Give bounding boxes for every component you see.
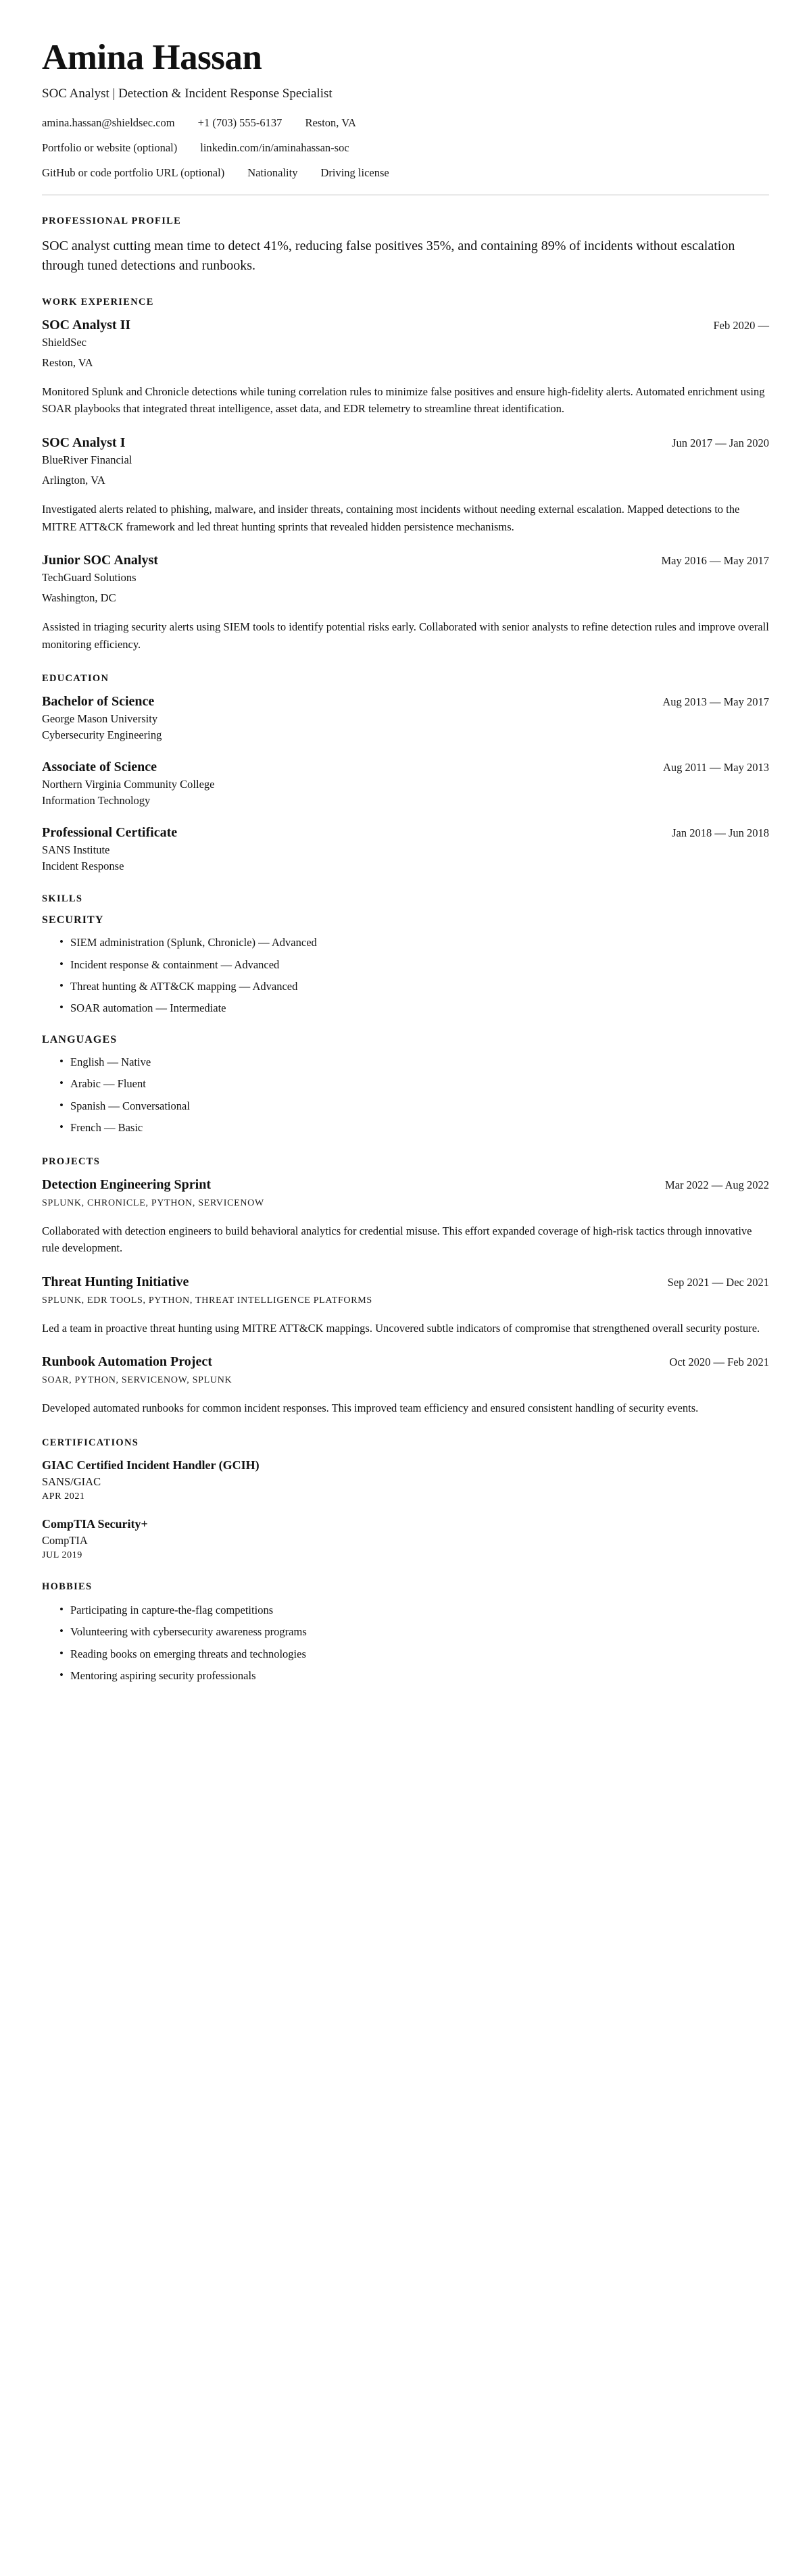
profile-summary-text: SOC analyst cutting mean time to detect 41%, reducing false positives 35%, and containing 89% of incidents without escalation through tuned detections and runbooks. (42, 238, 735, 274)
work-entry-head (42, 553, 769, 568)
work-entry-head (42, 318, 769, 333)
work-entry (42, 318, 769, 418)
project-tags: SPLUNK, EDR TOOLS, PYTHON, THREAT INTELLIGENCE PLATFORMS (42, 1295, 372, 1306)
section-heading-hobbies: HOBBIES (42, 1581, 93, 1592)
work-description: Assisted in triaging security alerts using SIEM tools to identify potential risks early. Collaborated with senior analysts to refine detection rules and improve overall monitoring efficiency. (42, 620, 769, 651)
project-description: Led a team in proactive threat hunting using MITRE ATT&CK mappings. Uncovered subtle indicators of compromise that strengthened overall security posture. (42, 1321, 760, 1335)
work-entry (42, 553, 769, 653)
education-date: Aug 2011 — May 2013 (662, 761, 769, 774)
work-company: ShieldSec (42, 335, 87, 349)
section-education (42, 673, 769, 873)
project-name: Detection Engineering Sprint (42, 1176, 211, 1192)
project-description: Collaborated with detection engineers to build behavioral analytics for credential misuse. This effort expanded coverage of high-risk tactics through innovative rule development. (42, 1224, 752, 1255)
education-school: SANS Institute (42, 843, 110, 857)
contact-row-optional (42, 166, 769, 180)
professional-headline: SOC Analyst | Detection & Incident Response Specialist (42, 86, 333, 101)
certification-name: GIAC Certified Incident Handler (GCIH) (42, 1458, 260, 1472)
work-date: May 2016 — May 2017 (661, 554, 769, 568)
education-date: Aug 2013 — May 2017 (662, 695, 769, 709)
section-professional-profile (42, 216, 769, 276)
list-item: • Participating in capture-the-flag competitions (59, 1602, 769, 1618)
work-company: BlueRiver Financial (42, 453, 132, 466)
education-degree: Bachelor of Science (42, 694, 155, 710)
work-description: Monitored Splunk and Chronicle detections while tuning correlation rules to minimize false positives and ensure high-fidelity alerts. Automated enrichment using SOAR playbooks that integrated threat intelligence, asset data, and EDR telemetry to streamline threat identification. (42, 385, 765, 416)
list-item: • Spanish — Conversational (59, 1098, 769, 1114)
project-entry-head (42, 1354, 769, 1370)
project-entry (42, 1274, 769, 1337)
project-entry (42, 1177, 769, 1257)
work-role: Junior SOC Analyst (42, 553, 158, 568)
certification-entry (42, 1458, 769, 1502)
project-entry-head (42, 1274, 769, 1290)
certification-name: CompTIA Security+ (42, 1516, 148, 1531)
project-date: Sep 2021 — Dec 2021 (667, 1275, 769, 1289)
linkedin-text: linkedin.com/in/aminahassan-soc (200, 141, 349, 154)
education-degree: Professional Certificate (42, 825, 178, 841)
section-work-experience (42, 297, 769, 653)
section-projects (42, 1156, 769, 1417)
section-heading-education: EDUCATION (42, 673, 109, 685)
work-entry-head (42, 435, 769, 451)
nationality-placeholder-text: Nationality (247, 166, 298, 179)
project-date: Oct 2020 — Feb 2021 (669, 1356, 769, 1369)
project-tags: SOAR, PYTHON, SERVICENOW, SPLUNK (42, 1375, 232, 1386)
section-certifications (42, 1437, 769, 1561)
location-text: Reston, VA (305, 116, 356, 129)
page-title: Amina Hassan (42, 38, 262, 77)
skills-group-security (42, 914, 769, 1016)
education-entry-head (42, 760, 769, 775)
education-degree: Associate of Science (42, 760, 157, 775)
list-item: • French — Basic (59, 1120, 769, 1135)
hobbies-list (42, 1602, 769, 1684)
education-entry-head (42, 825, 769, 841)
education-entry (42, 694, 769, 742)
driving-license-placeholder-text: Driving license (320, 166, 389, 179)
certification-issuer: CompTIA (42, 1533, 88, 1547)
work-location: Arlington, VA (42, 473, 105, 487)
section-skills (42, 893, 769, 1135)
certification-issuer: SANS/GIAC (42, 1475, 101, 1488)
work-company: TechGuard Solutions (42, 571, 137, 585)
project-entry-head (42, 1177, 769, 1193)
work-date: Feb 2020 — (713, 318, 769, 332)
education-field: Cybersecurity Engineering (42, 728, 162, 742)
section-heading-profile: PROFESSIONAL PROFILE (42, 215, 182, 226)
work-date: Jun 2017 — Jan 2020 (672, 436, 769, 449)
list-item: • Reading books on emerging threats and technologies (59, 1646, 769, 1662)
education-school: George Mason University (42, 712, 158, 726)
phone-text: +1 (703) 555-6137 (197, 116, 282, 129)
github-placeholder-text: GitHub or code portfolio URL (optional) (42, 166, 225, 179)
project-name: Threat Hunting Initiative (42, 1274, 189, 1289)
section-hobbies (42, 1581, 769, 1684)
list-item: • Mentoring aspiring security professionals (59, 1668, 769, 1683)
work-location: Reston, VA (42, 355, 93, 369)
list-item: • SIEM administration (Splunk, Chronicle) — Advanced (59, 935, 769, 950)
list-item: • SOAR automation — Intermediate (59, 1000, 769, 1016)
section-heading-work: WORK EXPERIENCE (42, 296, 154, 307)
section-heading-certifications: CERTIFICATIONS (42, 1437, 139, 1448)
list-item: • Incident response & containment — Advanced (59, 957, 769, 972)
list-item: • English — Native (59, 1054, 769, 1070)
education-date: Jan 2018 — Jun 2018 (672, 826, 769, 840)
education-entry (42, 825, 769, 873)
email-text: amina.hassan@shieldsec.com (42, 116, 175, 129)
education-school: Northern Virginia Community College (42, 778, 215, 791)
section-heading-skills: SKILLS (42, 893, 83, 905)
skills-list (42, 935, 769, 1016)
education-entry (42, 760, 769, 808)
project-entry (42, 1354, 769, 1417)
skills-group-languages (42, 1034, 769, 1136)
contact-row-primary (42, 116, 769, 130)
work-location: Washington, DC (42, 591, 116, 605)
list-item: • Threat hunting & ATT&CK mapping — Advanced (59, 979, 769, 994)
languages-list (42, 1054, 769, 1136)
project-description: Developed automated runbooks for common incident responses. This improved team efficiency and ensured consistent handling of security events. (42, 1402, 699, 1415)
portfolio-placeholder-text: Portfolio or website (optional) (42, 141, 178, 154)
certification-date: APR 2021 (42, 1491, 85, 1502)
education-entry-head (42, 694, 769, 710)
skills-group-label: LANGUAGES (42, 1033, 118, 1045)
list-item: • Arabic — Fluent (59, 1076, 769, 1091)
education-field: Information Technology (42, 794, 151, 808)
contact-row-links (42, 141, 769, 155)
project-tags: SPLUNK, CHRONICLE, PYTHON, SERVICENOW (42, 1197, 264, 1208)
project-date: Mar 2022 — Aug 2022 (665, 1178, 769, 1191)
section-heading-projects: PROJECTS (42, 1156, 101, 1167)
work-role: SOC Analyst I (42, 435, 126, 450)
work-description: Investigated alerts related to phishing, malware, and insider threats, containing most incidents without needing external escalation. Mapped detections to the MITRE ATT&CK framework and led threat hunting sprints that revealed hidden persistence mechanisms. (42, 502, 740, 533)
certification-date: JUL 2019 (42, 1550, 82, 1560)
education-field: Incident Response (42, 860, 124, 873)
work-entry (42, 435, 769, 535)
list-item: • Volunteering with cybersecurity awareness programs (59, 1624, 769, 1639)
skills-group-label: SECURITY (42, 914, 104, 926)
work-role: SOC Analyst II (42, 317, 131, 332)
project-name: Runbook Automation Project (42, 1354, 212, 1370)
certification-entry (42, 1517, 769, 1561)
